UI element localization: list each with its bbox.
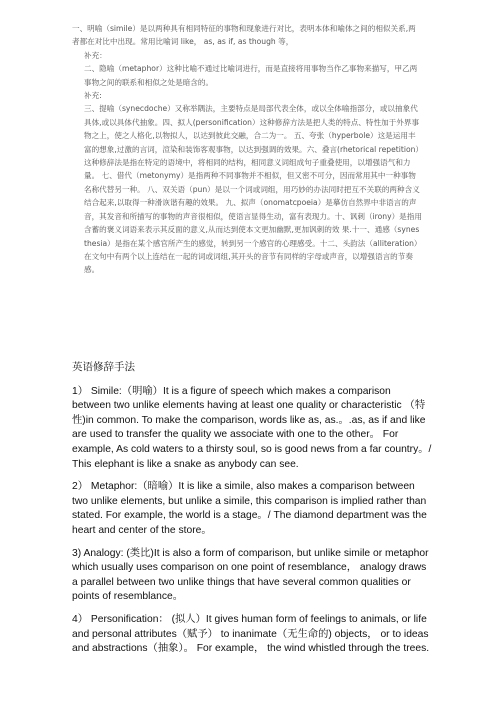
item-personification: 4） Personification： (拟人）It gives human form of feelings to animals, or life and personal attributes（赋予） to inanimate（无生命的) objects， or to ideas and abstractions（抽象）。 For example， the wind whistled through the trees. (72, 613, 430, 655)
note-supplement-2: 补充: (84, 91, 102, 101)
note-simile: 一、明喻（simile）是以两种具有相同特征的事物和现象进行对比，表明本体和喻体之间的相似关系,两者都在对比中出现。常用比喻词 like， as, as if, as though 等， (72, 24, 416, 47)
item-simile: 1） Simile:（明喻）It is a figure of speech which makes a comparison between two unlike elements having at least one quality or characteristic （特性)in common. To make the comparison, words like as, as.。.as, as if and like are used to transfer the quality we associate with one to the other。 For example, As cold waters to a thirsty soul, so is good news from a far country。/ This elephant is like a snake as anybody can see. (72, 385, 432, 470)
rhetoric-section (72, 360, 432, 665)
note-figures-list: 三、提喻（synecdoche）又称举隅法，主要特点是局部代表全体，或以全体喻指部分，或以抽象代具体,或以具体代抽象。四、拟人(personification）这种修辞方法是把人类的特点、特性加于外界事物之上，使之人格化,以物拟人，以达到彼此交融，合二为一。 五、夸张（hyperbole）这是运用丰富的想象,过激的言词，渲染和装饰客观事物，以达到强调的效果。六、叠言(rhetorical repetition）这种修辞法是指在特定的语境中，将相同的结构，相同意义词组成句子重叠使用，以增强语气和力量。 七、借代（metonymy）是指两种不同事物并不相似，但又密不可分，因而常用其中一种事物名称代替另一种。 八、双关语（pun）是以一个词或词组，用巧妙的办法同时把互不关联的两种含义结合起来,以取得一种滑诙谐有趣的效果。 九、拟声（onomatcpoeia）是摹仿自然界中非语言的声音，其发音和所描写的事物的声音很相似，使语言显得生动，富有表现力。十、讽刺（irony）是指用含蓄的褒义词语来表示其反面的意义,从而达到使本文更加幽默,更加讽刺的效 果.十一、通感（synesthesia）是指在某个感官所产生的感觉，转到另一个感官的心理感受。十二、头韵法（alliteration）在文句中有两个以上连结在一起的词或词组,其开头的音节有同样的字母或声音，以增强语言的节奏感。 (84, 104, 422, 275)
section-title: 英语修辞手法 (72, 361, 135, 373)
item-metaphor: 2） Metaphor:（暗喻）It is like a simile, also makes a comparison between two unlike elements, but unlike a simile, this comparison is implied rather than stated. For example, the world is a stage。/ The diamond department was the heart and center of the store。 (72, 481, 427, 536)
chinese-notes (72, 22, 422, 277)
note-supplement-1: 补充： (84, 50, 107, 60)
note-metaphor: 二、隐喻（metaphor）这种比喻不通过比喻词进行，而是直接将用事物当作乙事物来描写，甲乙两事物之间的联系和相似之处是暗含的。 (84, 64, 418, 87)
item-analogy: 3) Analogy: (类比)It is also a form of comparison, but unlike simile or metaphor which usually uses comparison on one point of resemblance， analogy draws a parallel between two unlike things that have several common qualities or points of resemblance。 (72, 547, 429, 603)
